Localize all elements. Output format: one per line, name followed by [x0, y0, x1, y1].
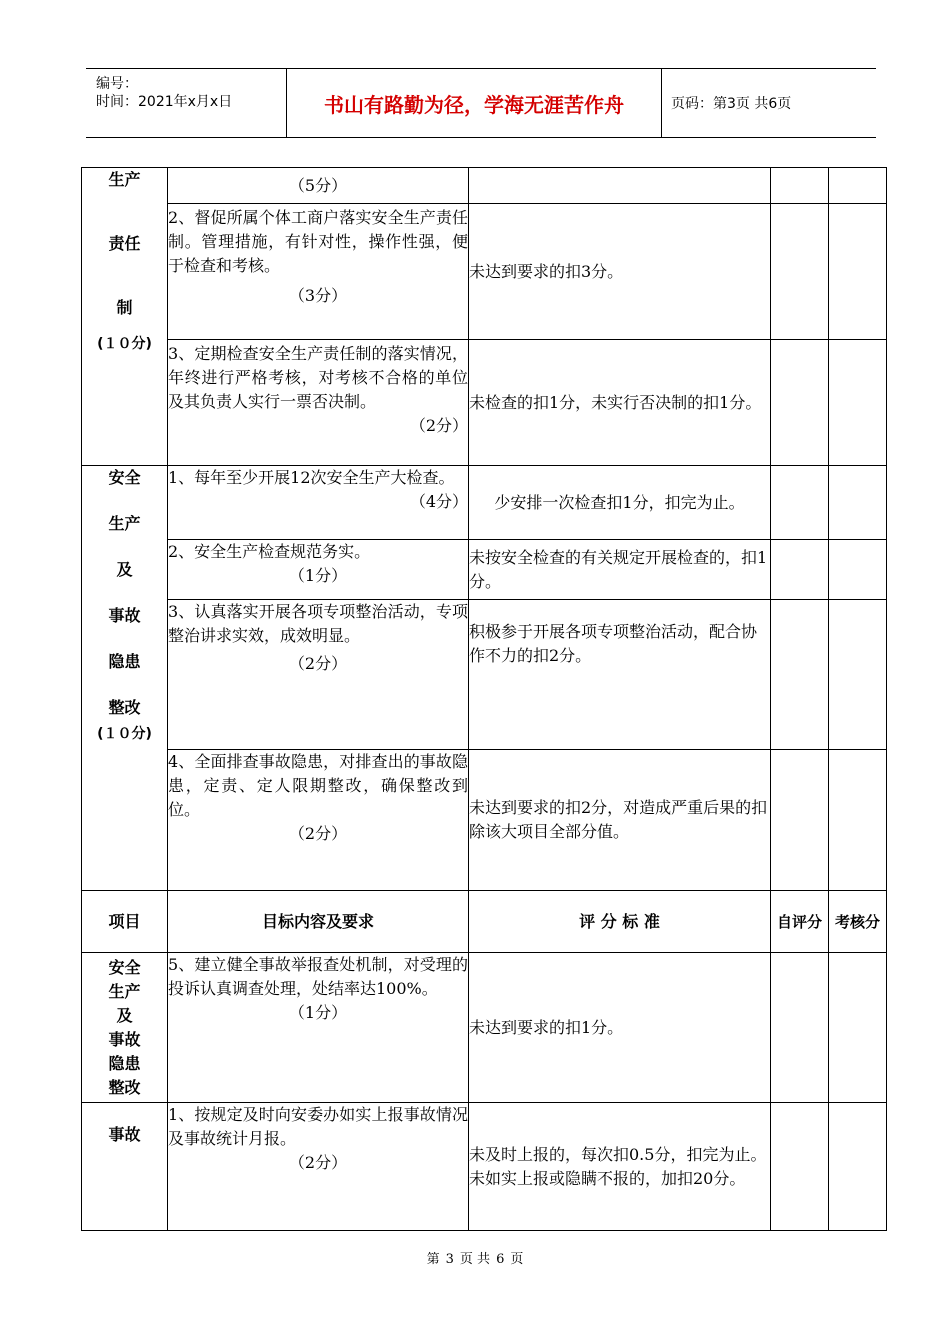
footer-page-number: 3	[445, 1252, 454, 1267]
category-line: 隐患	[108, 1053, 141, 1073]
self-score-cell[interactable]	[771, 204, 829, 340]
assessment-table	[81, 167, 887, 1231]
self-score-cell[interactable]	[771, 750, 829, 891]
requirement-cell	[168, 600, 469, 750]
category-line: 及	[116, 1005, 133, 1025]
header-number: 编号：	[96, 76, 138, 92]
table-row	[82, 340, 887, 466]
requirement-cell	[168, 168, 469, 204]
requirement-points: （2分）	[288, 1153, 348, 1172]
requirement-points: （4分）	[409, 492, 468, 511]
requirement-text: 2、督促所属个体工商户落实安全生产责任制。管理措施，有针对性，操作性强，便于检查和考核。	[168, 208, 468, 275]
self-score-cell[interactable]	[771, 953, 829, 1103]
header-motto: 书山有路勤为径，学海无涯苦作舟	[286, 69, 662, 137]
standard-text: 少安排一次检查扣1分，扣完为止。	[469, 466, 771, 540]
category-line: 生产	[108, 981, 141, 1001]
table-row	[82, 750, 887, 891]
standard-text: 未按安全检查的有关规定开展检查的，扣1分。	[469, 540, 771, 600]
assess-score-cell[interactable]	[829, 540, 887, 600]
requirement-text: 3、认真落实开展各项专项整治活动，专项整治讲求实效，成效明显。	[168, 602, 468, 645]
category-points: (１０分)	[97, 726, 152, 742]
standard-text: 未及时上报的，每次扣0.5分，扣完为止。未如实上报或隐瞒不报的，加扣20分。	[469, 1103, 771, 1231]
self-score-cell[interactable]	[771, 540, 829, 600]
category-line: 安全	[108, 468, 141, 487]
standard-text: 未达到要求的扣3分。	[469, 204, 771, 340]
requirement-cell	[168, 204, 469, 340]
assess-score-cell[interactable]	[829, 204, 887, 340]
category-points: (１０分)	[97, 336, 152, 352]
requirement-points: （2分）	[288, 824, 348, 843]
self-score-cell[interactable]	[771, 1103, 829, 1231]
category-line: 隐患	[108, 652, 141, 671]
table-header-row	[82, 891, 887, 953]
category-line: 生产	[108, 170, 141, 189]
category-line: 事故	[108, 1029, 141, 1049]
requirement-points: （1分）	[288, 566, 348, 585]
requirement-text: 3、定期检查安全生产责任制的落实情况，年终进行严格考核，对考核不合格的单位及其负责人实行一票否决制。	[168, 344, 468, 411]
requirement-points: （2分）	[288, 654, 348, 673]
table-row	[82, 204, 887, 340]
requirement-cell	[168, 466, 469, 540]
table-row	[82, 600, 887, 750]
self-score-cell[interactable]	[771, 168, 829, 204]
table-row	[82, 1103, 887, 1231]
category-line: 整改	[108, 698, 141, 717]
header-content: 目标内容及要求	[168, 891, 469, 953]
header-page-label: 页码：第3页 共6页	[671, 96, 792, 112]
table-row	[82, 540, 887, 600]
header-assess-score: 考核分	[829, 891, 887, 953]
header-item: 项目	[82, 891, 168, 953]
standard-text: 未达到要求的扣1分。	[469, 953, 771, 1103]
assess-score-cell[interactable]	[829, 466, 887, 540]
requirement-cell	[168, 540, 469, 600]
category-line: 生产	[108, 514, 141, 533]
standard-text: 未检查的扣1分，未实行否决制的扣1分。	[469, 340, 771, 466]
header-standard: 评 分 标 准	[469, 891, 771, 953]
requirement-text: 1、每年至少开展12次安全生产大检查。	[168, 468, 455, 487]
footer-prefix: 第	[426, 1252, 440, 1267]
standard-text: 积极参于开展各项专项整治活动，配合协作不力的扣2分。	[469, 600, 771, 750]
page-footer	[0, 1248, 950, 1267]
category-cell	[82, 953, 168, 1103]
category-cell	[82, 466, 168, 891]
self-score-cell[interactable]	[771, 466, 829, 540]
requirement-cell	[168, 750, 469, 891]
category-line: 责任	[108, 234, 141, 253]
assess-score-cell[interactable]	[829, 1103, 887, 1231]
requirement-text: 4、全面排查事故隐患，对排查出的事故隐患，定责、定人限期整改，确保整改到位。	[168, 752, 468, 819]
table-row	[82, 466, 887, 540]
assess-score-cell[interactable]	[829, 340, 887, 466]
header-self-score: 自评分	[771, 891, 829, 953]
requirement-points: （5分）	[288, 175, 348, 195]
self-score-cell[interactable]	[771, 340, 829, 466]
standard-text: 未达到要求的扣2分，对造成严重后果的扣除该大项目全部分值。	[469, 750, 771, 891]
assess-score-cell[interactable]	[829, 750, 887, 891]
category-cell: 事故	[82, 1103, 168, 1231]
self-score-cell[interactable]	[771, 600, 829, 750]
footer-page-total: 6	[496, 1252, 505, 1267]
header-time: 时间：2021年x月x日	[96, 94, 233, 110]
requirement-points: （3分）	[288, 286, 348, 305]
page-header	[86, 68, 876, 138]
requirement-cell	[168, 340, 469, 466]
table-row	[82, 953, 887, 1103]
category-line: 制	[116, 298, 133, 317]
table-row	[82, 168, 887, 204]
category-line: 及	[116, 560, 133, 579]
requirement-points: （1分）	[288, 1003, 348, 1022]
category-line: 整改	[108, 1077, 141, 1097]
standard-cell	[469, 168, 771, 204]
requirement-cell	[168, 953, 469, 1103]
footer-mid: 页 共	[459, 1252, 491, 1267]
requirement-text: 5、建立健全事故举报查处机制，对受理的投诉认真调查处理，处结率达100%。	[168, 955, 468, 998]
category-line: 安全	[108, 957, 141, 977]
requirement-text: 2、安全生产检查规范务实。	[168, 542, 371, 561]
footer-suffix: 页	[510, 1252, 524, 1267]
requirement-text: 1、按规定及时向安委办如实上报事故情况及事故统计月报。	[168, 1105, 468, 1148]
category-line: 事故	[108, 606, 141, 625]
requirement-cell	[168, 1103, 469, 1231]
category-cell	[82, 168, 168, 466]
header-meta	[86, 69, 286, 137]
requirement-points: （2分）	[409, 416, 468, 435]
assess-score-cell[interactable]	[829, 600, 887, 750]
assess-score-cell[interactable]	[829, 168, 887, 204]
assess-score-cell[interactable]	[829, 953, 887, 1103]
